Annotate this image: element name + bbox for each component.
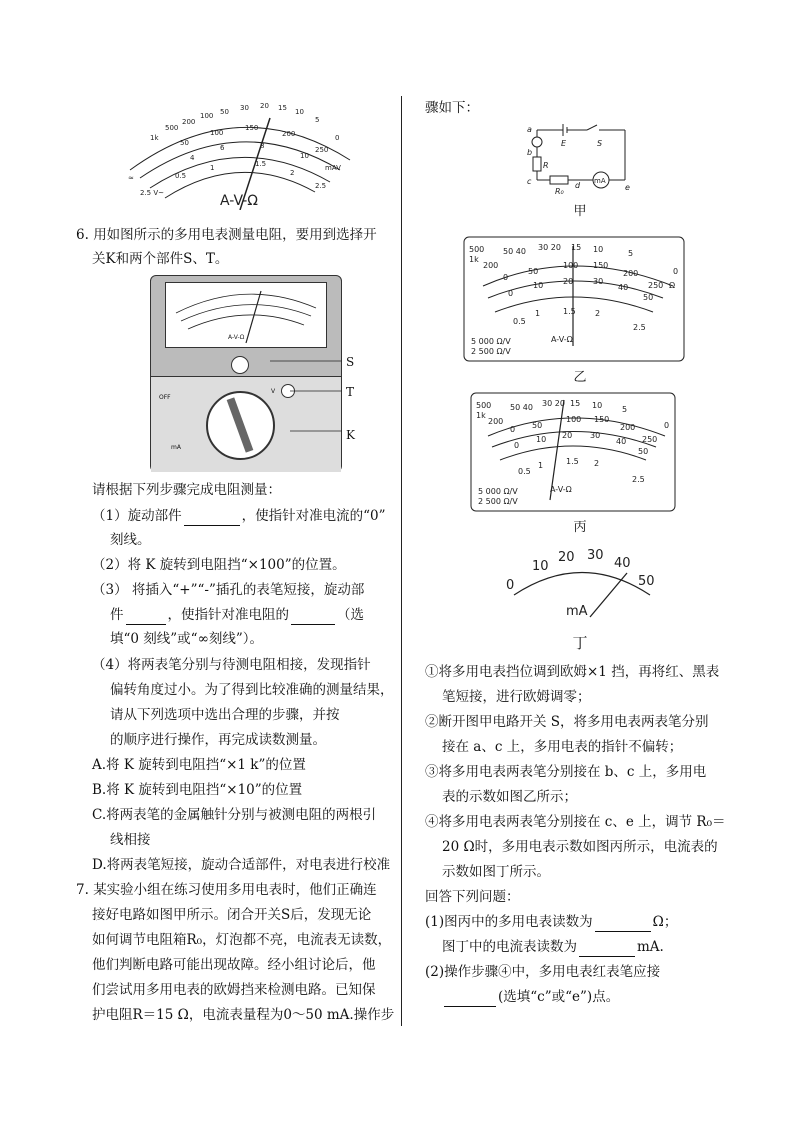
svg-text:20: 20 (260, 102, 269, 110)
svg-text:50: 50 (638, 447, 649, 456)
svg-text:mA: mA (594, 177, 606, 185)
svg-text:2: 2 (594, 459, 600, 468)
svg-text:500: 500 (476, 401, 492, 410)
label-s: S (346, 355, 355, 369)
q6-step4-l3: 请从下列选项中选出合理的步骤，并按 (110, 707, 340, 723)
multimeter-sub-label: A-V-Ω (228, 334, 245, 341)
svg-text:50: 50 (643, 293, 654, 302)
dial-v-label: V (271, 388, 276, 395)
svg-text:15: 15 (278, 104, 287, 112)
q7-line2: 接好电路如图甲所示。闭合开关S后，发现无论 (92, 907, 372, 923)
step4-l3: 示数如图丁所示。 (442, 864, 550, 880)
svg-text:1.5: 1.5 (255, 160, 267, 168)
caption-bing: 丙 (573, 520, 587, 535)
svg-text:20: 20 (558, 550, 575, 565)
svg-text:0: 0 (508, 289, 514, 298)
column-divider (401, 96, 402, 1026)
svg-text:mAV: mAV (325, 164, 341, 172)
svg-text:A-V-Ω: A-V-Ω (550, 485, 572, 494)
step3-l1: ③将多用电表两表笔分别接在 b、c 上，多用电 (425, 764, 707, 780)
caption-ding: 丁 (572, 634, 588, 652)
svg-text:50 40: 50 40 (503, 247, 526, 256)
q6-step3-note: 填“0 刻线”或“∞刻线”）。 (110, 631, 263, 647)
q6-step4-l1: （4）将两表笔分别与待测电阻相接，发现指针 (92, 657, 371, 673)
svg-text:100: 100 (563, 261, 579, 270)
q6-line1 (76, 225, 377, 245)
question1-b: 图丁中的电流表读数为 mA. (442, 939, 664, 955)
option-c-cont: 线相接 (110, 832, 151, 848)
svg-text:1k: 1k (150, 134, 159, 142)
svg-text:2.5 V~: 2.5 V~ (140, 189, 165, 197)
q7-number: 7. (76, 882, 89, 898)
svg-text:50 40: 50 40 (510, 403, 533, 412)
svg-text:1: 1 (210, 164, 215, 172)
svg-text:50: 50 (528, 267, 539, 276)
svg-text:10: 10 (533, 281, 544, 290)
svg-text:10: 10 (532, 559, 549, 574)
dial-off-label: OFF (159, 394, 171, 401)
svg-text:2.5: 2.5 (633, 323, 646, 332)
svg-text:500: 500 (165, 124, 179, 132)
svg-text:0: 0 (506, 578, 515, 593)
svg-text:30 20: 30 20 (542, 399, 565, 408)
q6-number: 6. (76, 227, 89, 243)
part-s-knob (231, 356, 249, 374)
svg-text:100: 100 (566, 415, 582, 424)
svg-text:0.5: 0.5 (513, 317, 526, 326)
svg-text:10: 10 (593, 245, 604, 254)
svg-text:0: 0 (514, 441, 520, 450)
svg-text:1.5: 1.5 (566, 457, 579, 466)
ammeter-ding (502, 545, 662, 625)
q6-step1: （1）旋动部件 ，使指针对准电流的“0” (92, 508, 386, 524)
svg-text:0: 0 (664, 421, 670, 430)
svg-text:0: 0 (510, 425, 516, 434)
svg-text:200: 200 (620, 423, 636, 432)
svg-text:1: 1 (538, 461, 544, 470)
svg-text:30 20: 30 20 (538, 243, 561, 252)
svg-text:200: 200 (282, 130, 296, 138)
step2-l1: ②断开图甲电路开关 S，将多用电表两表笔分别 (425, 714, 709, 730)
svg-text:200: 200 (488, 417, 504, 426)
step4-l2: 20 Ω时，多用电表示数如图丙所示，电流表的 (442, 839, 718, 855)
q6-step3: （3） 将插入“+”“-”插孔的表笔短接，旋动部 (92, 582, 365, 598)
svg-text:0.5: 0.5 (175, 172, 187, 180)
q7-line5: 们尝试用多用电表的欧姆挡来检测电路。已知保 (92, 982, 376, 998)
q6-step2: （2）将 K 旋转到电阻挡“×100”的位置。 (92, 557, 346, 573)
svg-text:40: 40 (618, 283, 629, 292)
q7-line3: 如何调节电阻箱R₀，灯泡都不亮，电流表无读数， (92, 932, 392, 948)
svg-text:10: 10 (300, 152, 309, 160)
option-c: C.将两表笔的金属触针分别与被测电阻的两根引 (92, 807, 377, 823)
q6-step4-l2: 偏转角度过小。为了得到比较准确的测量结果， (110, 682, 394, 698)
svg-text:10: 10 (536, 435, 547, 444)
svg-text:≈: ≈ (128, 174, 134, 182)
caption-yi: 乙 (573, 370, 587, 385)
meter-yi (463, 236, 685, 362)
q6-text1: 用如图所示的多用电表测量电阻，要用到选择开 (93, 227, 377, 243)
step1-l1: ①将多用电表挡位调到欧姆×1 挡，再将红、黑表 (425, 664, 720, 680)
svg-text:0: 0 (335, 134, 340, 142)
svg-text:20: 20 (562, 431, 573, 440)
option-d: D.将两表笔短接，旋动合适部件，对电表进行校准 (92, 857, 391, 873)
svg-text:100: 100 (200, 112, 214, 120)
svg-text:200: 200 (182, 118, 196, 126)
questions-lead: 回答下列问题： (425, 889, 520, 905)
circuit-diagram-jia (525, 122, 635, 197)
svg-text:100: 100 (210, 129, 224, 137)
blank-scale[interactable] (291, 610, 335, 625)
svg-text:2: 2 (290, 169, 295, 177)
svg-text:250: 250 (315, 146, 329, 154)
svg-text:2 500 Ω/V: 2 500 Ω/V (478, 497, 518, 506)
svg-text:30: 30 (240, 104, 249, 112)
svg-text:2 500 Ω/V: 2 500 Ω/V (471, 347, 511, 356)
step2-l2: 接在 a、c 上，多用电表的指针不偏转； (442, 739, 683, 755)
svg-text:8: 8 (260, 142, 265, 150)
selector-pointer (227, 397, 254, 452)
svg-text:20: 20 (563, 277, 574, 286)
svg-text:c: c (527, 177, 532, 186)
blank-ohm-reading[interactable] (595, 917, 651, 932)
svg-text:R: R (543, 161, 549, 170)
blank-part2[interactable] (126, 610, 166, 625)
label-t: T (346, 385, 355, 399)
svg-text:5: 5 (315, 116, 320, 124)
callout-lines (270, 355, 350, 435)
q7-steps-lead: 骤如下： (425, 100, 479, 116)
svg-text:0: 0 (503, 273, 509, 282)
svg-text:5: 5 (622, 405, 628, 414)
svg-text:40: 40 (614, 556, 631, 571)
option-a: A.将 K 旋转到电阻挡“×1 k”的位置 (92, 757, 306, 773)
step3-l2: 表的示数如图乙所示； (442, 789, 577, 805)
label-k: K (346, 428, 355, 442)
q6-step3-cont: 件 ，使指针对准电阻的 （选 (110, 607, 364, 623)
svg-text:0.5: 0.5 (518, 467, 531, 476)
dial-ma-label: mA (171, 444, 181, 451)
question1: (1)图丙中的多用电表读数为 Ω； (425, 914, 678, 930)
svg-text:500: 500 (469, 245, 485, 254)
q6-step4-l4: 的顺序进行操作，再完成读数测量。 (110, 732, 326, 748)
svg-text:30: 30 (590, 431, 601, 440)
svg-text:5: 5 (628, 249, 634, 258)
q7-line4: 他们判断电路可能出现故障。经小组讨论后，他 (92, 957, 376, 973)
meter-bing (470, 392, 676, 512)
svg-text:d: d (575, 181, 581, 190)
svg-text:1k: 1k (476, 411, 486, 420)
svg-text:E: E (561, 139, 567, 148)
svg-text:R₀: R₀ (555, 187, 564, 196)
multimeter-dial-window (165, 282, 327, 348)
svg-text:200: 200 (623, 269, 639, 278)
svg-text:4: 4 (190, 154, 195, 162)
svg-text:40: 40 (616, 437, 627, 446)
svg-text:150: 150 (594, 415, 610, 424)
svg-text:0: 0 (673, 267, 679, 276)
q7-line1: 7. 某实验小组在练习使用多用电表时，他们正确连 (76, 882, 377, 898)
svg-text:30: 30 (593, 277, 604, 286)
svg-text:2.5: 2.5 (632, 475, 645, 484)
q7-line6: 护电阻R＝15 Ω，电流表量程为0～50 mA.操作步 (92, 1007, 395, 1023)
svg-text:mA: mA (566, 604, 588, 619)
svg-text:250: 250 (642, 435, 658, 444)
meter-scale-figure (120, 100, 360, 210)
top-meter-label: A-V-Ω (220, 193, 259, 209)
svg-text:15: 15 (570, 399, 581, 408)
svg-text:50: 50 (638, 574, 655, 589)
svg-text:250: 250 (648, 281, 664, 290)
svg-text:Ω: Ω (669, 281, 676, 290)
svg-text:150: 150 (593, 261, 609, 270)
q6-step1-cont: 刻线。 (110, 532, 151, 548)
question2: (2)操作步骤④中，多用电表红表笔应接 (425, 964, 661, 980)
svg-text:150: 150 (245, 124, 259, 132)
svg-text:30: 30 (587, 548, 604, 563)
svg-text:10: 10 (592, 401, 603, 410)
svg-text:b: b (527, 148, 533, 157)
blank-ma-reading[interactable] (579, 942, 635, 957)
svg-text:10: 10 (295, 108, 304, 116)
q6-intro: 请根据下列步骤完成电阻测量： (92, 482, 281, 498)
svg-text:5 000 Ω/V: 5 000 Ω/V (471, 337, 511, 346)
question2-b: (选填“c”或“e”)点。 (442, 987, 619, 1007)
svg-text:2.5: 2.5 (315, 182, 327, 190)
svg-text:50: 50 (220, 108, 229, 116)
caption-jia: 甲 (573, 204, 587, 219)
svg-text:S: S (597, 139, 603, 148)
svg-text:200: 200 (483, 261, 499, 270)
svg-text:e: e (625, 183, 630, 192)
svg-text:2: 2 (595, 309, 601, 318)
selector-switch-k (206, 391, 275, 460)
svg-text:A-V-Ω: A-V-Ω (551, 335, 573, 344)
step1-l2: 笔短接，进行欧姆调零； (442, 689, 591, 705)
svg-text:15: 15 (571, 243, 582, 252)
svg-text:50: 50 (180, 139, 189, 147)
svg-text:50: 50 (532, 421, 543, 430)
svg-text:1: 1 (535, 309, 541, 318)
svg-text:1k: 1k (469, 255, 479, 264)
blank-part[interactable] (184, 511, 240, 526)
svg-text:a: a (527, 125, 532, 134)
svg-text:5 000 Ω/V: 5 000 Ω/V (478, 487, 518, 496)
svg-text:1.5: 1.5 (563, 307, 576, 316)
option-b: B.将 K 旋转到电阻挡“×10”的位置 (92, 782, 303, 798)
svg-text:6: 6 (220, 144, 225, 152)
q6-line2: 关K和两个部件S、T。 (92, 251, 229, 267)
blank-probe-point[interactable] (444, 992, 496, 1007)
step4-l1: ④将多用电表两表笔分别接在 c、e 上，调节 R₀＝ (425, 814, 726, 830)
